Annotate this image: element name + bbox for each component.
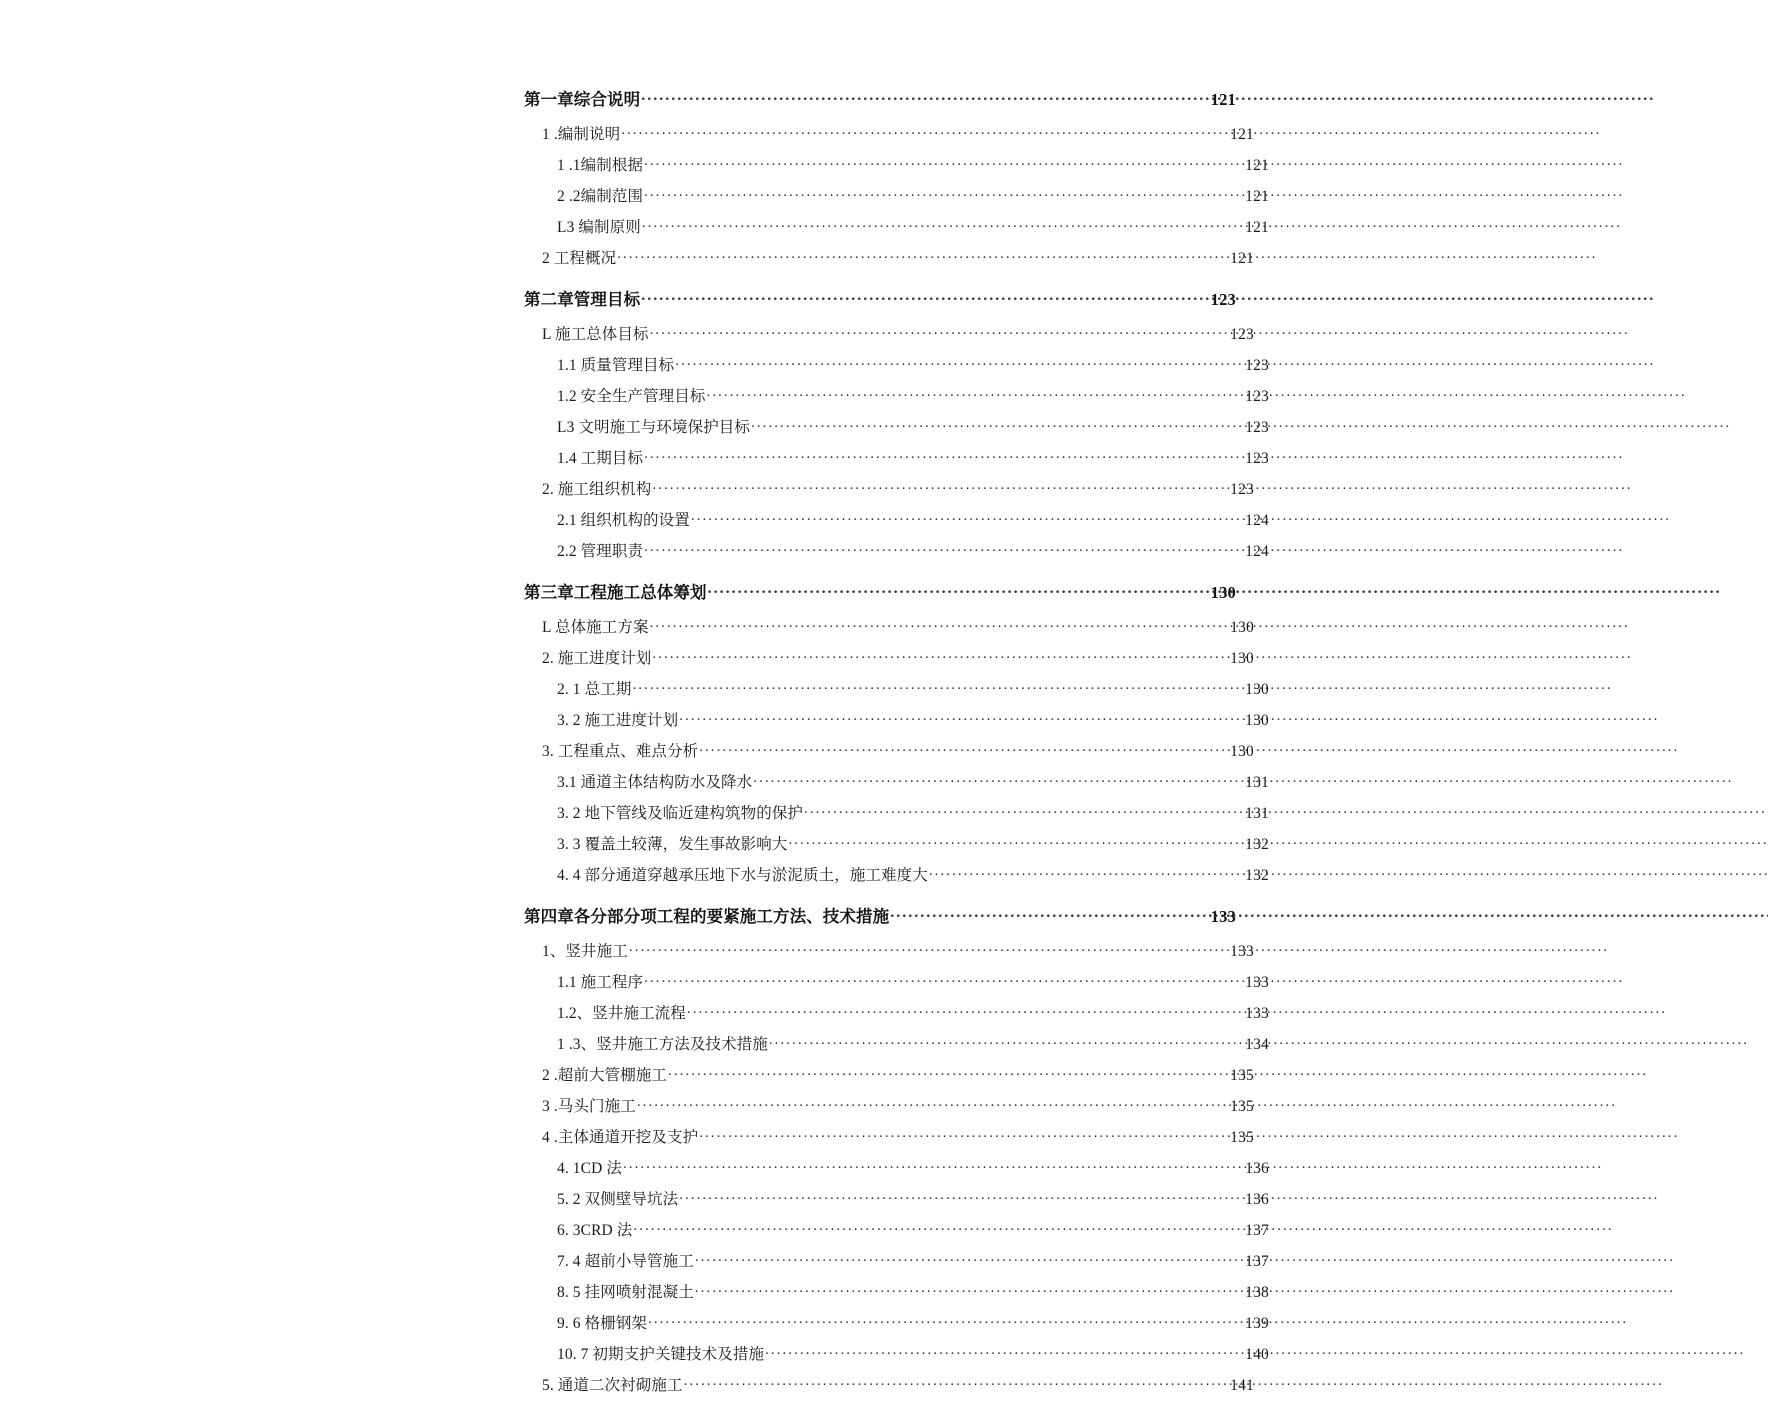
toc-dot-leader <box>668 1064 1227 1080</box>
toc-entry-title: 10. 7 初期支护关键技术及措施 <box>557 1345 765 1363</box>
toc-dot-leader <box>788 833 1242 849</box>
toc-dot-leader <box>804 802 1242 818</box>
toc-entry-page-number: 130 <box>1210 582 1236 602</box>
toc-entry[interactable] <box>557 1157 1269 1176</box>
toc-entry-page-number: 131 <box>1245 773 1269 791</box>
toc-entry-title: 2. 施工组织机构 <box>542 480 652 498</box>
toc-entry-page-number: 134 <box>1245 1035 1269 1053</box>
toc-dot-leader <box>642 216 1242 232</box>
toc-entry-title: 1.4 工期目标 <box>557 449 644 467</box>
toc-entry-page-number: 123 <box>1210 289 1236 309</box>
toc-entry-page-number: 123 <box>1245 387 1269 405</box>
toc-entry[interactable] <box>557 1002 1269 1021</box>
toc-entry-page-number: 121 <box>1230 249 1254 267</box>
toc-entry-title: 3. 2 地下管线及临近建构筑物的保护 <box>557 804 804 822</box>
toc-chapter-entry[interactable] <box>524 288 1236 308</box>
toc-dot-leader <box>675 354 1242 370</box>
toc-entry-title: 1.1 施工程序 <box>557 973 644 991</box>
toc-dot-leader <box>650 323 1227 339</box>
toc-entry-title: 5. 2 双侧壁导坑法 <box>557 1190 679 1208</box>
toc-entry[interactable] <box>542 647 1254 666</box>
toc-dot-leader <box>644 447 1242 463</box>
toc-entry-page-number: 124 <box>1245 542 1269 560</box>
toc-entry-page-number: 133 <box>1230 942 1254 960</box>
toc-chapter-entry[interactable] <box>524 581 1236 601</box>
toc-entry-title: 第一章综合说明 <box>524 89 641 109</box>
toc-entry[interactable] <box>557 416 1269 435</box>
toc-entry-title: 4. 1CD 法 <box>557 1159 622 1177</box>
toc-entry-page-number: 130 <box>1230 618 1254 636</box>
toc-entry-page-number: 136 <box>1245 1190 1269 1208</box>
toc-entry-page-number: 130 <box>1245 711 1269 729</box>
toc-entry-title: L3 文明施工与环境保护目标 <box>557 418 750 436</box>
toc-dot-leader <box>644 154 1242 170</box>
toc-chapter-entry[interactable] <box>524 905 1236 925</box>
toc-entry-title: 2 .2编制范围 <box>557 187 644 205</box>
toc-entry-title: 4 .主体通道开挖及支护 <box>542 1128 699 1146</box>
toc-entry-title: L 总体施工方案 <box>542 618 649 636</box>
toc-entry-title: 2. 施工进度计划 <box>542 649 652 667</box>
toc-entry-title: 3. 2 施工进度计划 <box>557 711 679 729</box>
toc-entry-page-number: 132 <box>1245 866 1269 884</box>
toc-entry-page-number: 135 <box>1230 1128 1254 1146</box>
toc-entry-page-number: 141 <box>1230 1376 1254 1394</box>
toc-entry[interactable] <box>557 1343 1269 1362</box>
toc-entry[interactable] <box>557 1033 1269 1052</box>
toc-dot-leader <box>679 1188 1242 1204</box>
toc-dot-leader <box>765 1343 1242 1359</box>
toc-entry-page-number: 132 <box>1245 835 1269 853</box>
toc-entry-page-number: 124 <box>1245 511 1269 529</box>
toc-entry[interactable] <box>542 940 1254 959</box>
toc-entry-title: 6. 3CRD 法 <box>557 1221 633 1239</box>
toc-entry-page-number: 123 <box>1230 325 1254 343</box>
toc-entry-title: 第二章管理目标 <box>524 289 641 309</box>
toc-dot-leader <box>695 1281 1242 1297</box>
toc-entry[interactable] <box>542 1126 1254 1145</box>
toc-dot-leader <box>644 185 1242 201</box>
toc-entry[interactable] <box>542 1374 1254 1393</box>
toc-entry-title: 2 .超前大管棚施工 <box>542 1066 668 1084</box>
toc-entry[interactable] <box>557 833 1269 852</box>
toc-entry-title: 5. 通道二次衬砌施工 <box>542 1376 683 1394</box>
toc-entry-page-number: 123 <box>1245 449 1269 467</box>
toc-dot-leader <box>641 288 1209 305</box>
toc-entry[interactable] <box>557 154 1269 173</box>
toc-entry-page-number: 137 <box>1245 1221 1269 1239</box>
toc-entry[interactable] <box>557 771 1269 790</box>
toc-entry[interactable] <box>557 678 1269 697</box>
toc-entry[interactable] <box>557 1250 1269 1269</box>
toc-dot-leader <box>650 616 1227 632</box>
toc-entry-title: 3.1 通道主体结构防水及降水 <box>557 773 753 791</box>
toc-entry[interactable] <box>542 247 1254 266</box>
toc-entry-page-number: 137 <box>1245 1252 1269 1270</box>
toc-chapter-entry[interactable] <box>524 88 1236 108</box>
toc-entry-title: 1 .编制说明 <box>542 125 621 143</box>
toc-entry[interactable] <box>557 540 1269 559</box>
toc-entry[interactable] <box>557 1281 1269 1300</box>
toc-dot-leader <box>769 1033 1242 1049</box>
toc-entry-page-number: 136 <box>1245 1159 1269 1177</box>
toc-dot-leader <box>621 123 1227 139</box>
toc-entry-page-number: 140 <box>1245 1345 1269 1363</box>
document-page <box>424 0 1344 1394</box>
toc-dot-leader <box>641 88 1209 105</box>
toc-entry[interactable] <box>542 1095 1254 1114</box>
toc-entry-title: 第三章工程施工总体筹划 <box>524 582 707 602</box>
toc-entry[interactable] <box>557 864 1269 883</box>
toc-entry-page-number: 135 <box>1230 1066 1254 1084</box>
toc-entry-page-number: 133 <box>1245 973 1269 991</box>
toc-dot-leader <box>890 905 1209 922</box>
toc-entry-title: L 施工总体目标 <box>542 325 649 343</box>
toc-entry-title: 9. 6 格栅钢架 <box>557 1314 648 1332</box>
toc-entry-title: 2. 1 总工期 <box>557 680 632 698</box>
toc-entry-page-number: 135 <box>1230 1097 1254 1115</box>
toc-entry[interactable] <box>542 123 1254 142</box>
toc-entry-page-number: 133 <box>1210 906 1236 926</box>
toc-entry[interactable] <box>557 185 1269 204</box>
toc-dot-leader <box>644 971 1242 987</box>
toc-entry[interactable] <box>542 323 1254 342</box>
toc-entry-title: 1.2、竖井施工流程 <box>557 1004 686 1022</box>
toc-dot-leader <box>929 864 1242 880</box>
toc-entry-page-number: 131 <box>1245 804 1269 822</box>
toc-entry-title: 8. 5 挂网喷射混凝土 <box>557 1283 694 1301</box>
toc-entry[interactable] <box>557 385 1269 404</box>
toc-entry[interactable] <box>557 802 1269 821</box>
toc-dot-leader <box>691 509 1242 525</box>
toc-entry-page-number: 139 <box>1245 1314 1269 1332</box>
toc-entry-title: 3. 工程重点、难点分析 <box>542 742 699 760</box>
toc-entry-page-number: 121 <box>1210 89 1236 109</box>
toc-dot-leader <box>632 678 1242 694</box>
toc-entry-title: 7. 4 超前小导管施工 <box>557 1252 694 1270</box>
toc-entry[interactable] <box>557 971 1269 990</box>
toc-entry-title: 1.1 质量管理目标 <box>557 356 675 374</box>
toc-entry-page-number: 130 <box>1245 680 1269 698</box>
toc-dot-leader <box>708 581 1209 598</box>
toc-entry[interactable] <box>557 509 1269 528</box>
toc-entry-title: L3 编制原则 <box>557 218 641 236</box>
toc-entry-page-number: 138 <box>1245 1283 1269 1301</box>
toc-dot-leader <box>699 740 1227 756</box>
toc-dot-leader <box>633 1219 1242 1235</box>
toc-entry[interactable] <box>542 740 1254 759</box>
toc-dot-leader <box>637 1095 1227 1111</box>
toc-entry-page-number: 121 <box>1245 218 1269 236</box>
toc-entry[interactable] <box>542 478 1254 497</box>
toc-dot-leader <box>695 1250 1242 1266</box>
toc-entry-title: 3. 3 覆盖土较薄，发生事故影响大 <box>557 835 788 853</box>
toc-dot-leader <box>706 385 1242 401</box>
toc-entry-page-number: 123 <box>1230 480 1254 498</box>
toc-entry-title: 2.2 管理职责 <box>557 542 644 560</box>
toc-dot-leader <box>617 247 1227 263</box>
table-of-contents <box>524 88 1269 1405</box>
toc-entry[interactable] <box>542 616 1254 635</box>
toc-dot-leader <box>652 478 1227 494</box>
toc-entry-page-number: 123 <box>1245 418 1269 436</box>
toc-dot-leader <box>699 1126 1227 1142</box>
toc-entry-title: 1.2 安全生产管理目标 <box>557 387 706 405</box>
toc-entry-title: 第四章各分部分项工程的要紧施工方法、技术措施 <box>524 906 890 926</box>
toc-entry-page-number: 123 <box>1245 356 1269 374</box>
toc-entry-title: 2 工程概况 <box>542 249 617 267</box>
toc-entry-title: 1 .1编制根据 <box>557 156 644 174</box>
toc-dot-leader <box>648 1312 1242 1328</box>
toc-entry[interactable] <box>557 354 1269 373</box>
toc-entry-page-number: 130 <box>1230 649 1254 667</box>
toc-entry[interactable] <box>557 709 1269 728</box>
toc-entry-title: 1、竖井施工 <box>542 942 628 960</box>
toc-entry-title: 1 .3、竖井施工方法及技术措施 <box>557 1035 768 1053</box>
toc-entry-page-number: 121 <box>1245 187 1269 205</box>
toc-entry-page-number: 121 <box>1230 125 1254 143</box>
toc-entry[interactable] <box>557 1188 1269 1207</box>
toc-entry-title: 3 .马头门施工 <box>542 1097 636 1115</box>
toc-entry-title: 4. 4 部分通道穿越承压地下水与淤泥质土，施工难度大 <box>557 866 928 884</box>
toc-dot-leader <box>684 1374 1227 1390</box>
toc-entry[interactable] <box>542 1064 1254 1083</box>
toc-dot-leader <box>652 647 1227 663</box>
toc-dot-leader <box>644 540 1242 556</box>
toc-entry-page-number: 133 <box>1245 1004 1269 1022</box>
toc-entry[interactable] <box>557 1312 1269 1331</box>
toc-dot-leader <box>687 1002 1242 1018</box>
toc-entry-title: 2.1 组织机构的设置 <box>557 511 690 529</box>
toc-entry[interactable] <box>557 447 1269 466</box>
toc-dot-leader <box>679 709 1242 725</box>
toc-dot-leader <box>623 1157 1242 1173</box>
toc-dot-leader <box>629 940 1227 956</box>
toc-entry[interactable] <box>557 1219 1269 1238</box>
toc-entry-page-number: 121 <box>1245 156 1269 174</box>
toc-entry[interactable] <box>557 216 1269 235</box>
toc-entry-page-number: 130 <box>1230 742 1254 760</box>
toc-dot-leader <box>753 771 1242 787</box>
toc-dot-leader <box>751 416 1242 432</box>
